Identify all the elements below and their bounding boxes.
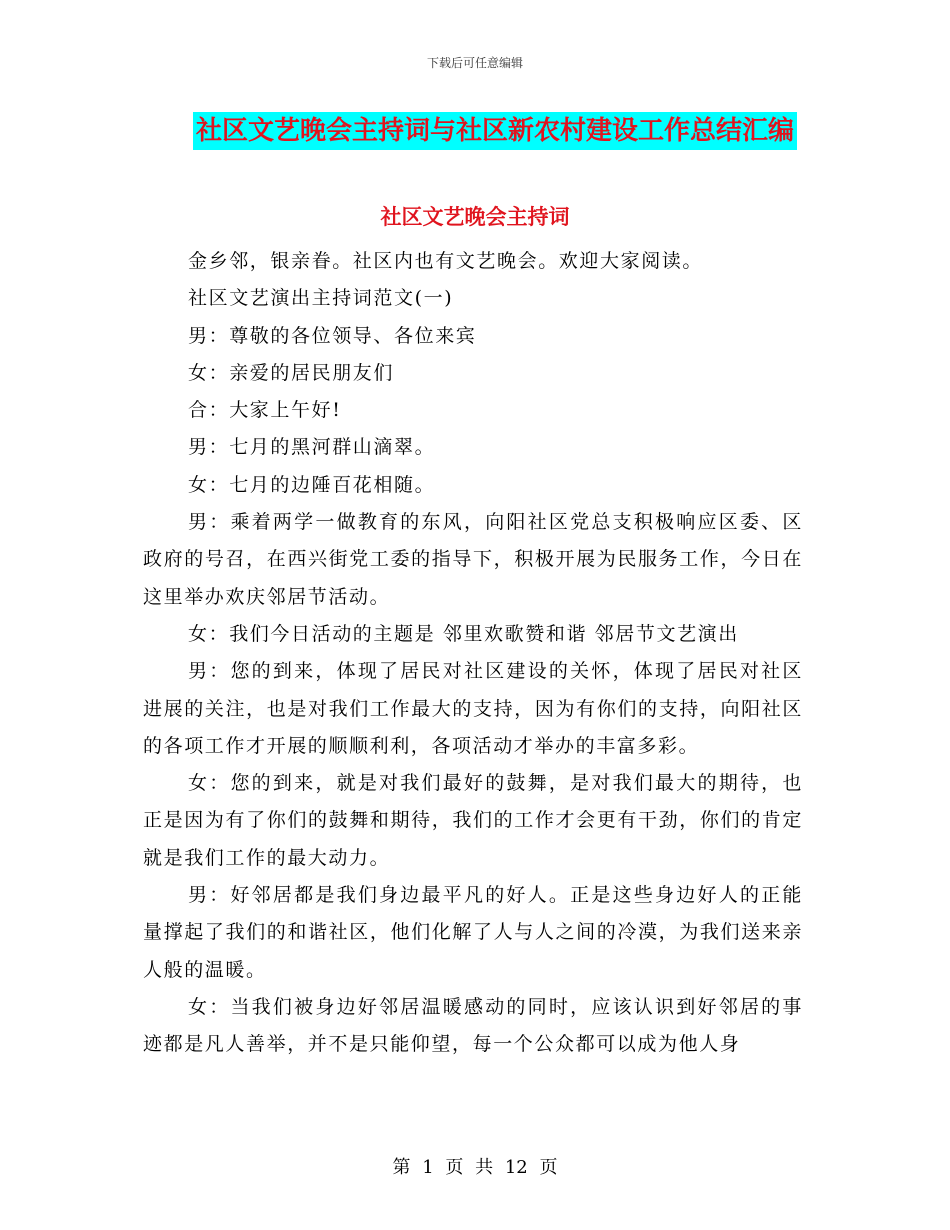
page-footer: 第 1 页 共 12 页	[392, 1157, 558, 1178]
paragraph: 合：大家上午好!	[188, 399, 342, 422]
paragraph: 女：您的到来，就是对我们最好的鼓舞，是对我们最大的期待，也正是因为有了你们的鼓舞和期待，我们的工作才会更有干劲，你们的肯定就是我们工作的最大动力。	[143, 772, 803, 869]
page-header: 下载后可任意编辑	[426, 56, 523, 70]
paragraph: 女：当我们被身边好邻居温暖感动的同时，应该认识到好邻居的事迹都是凡人善举，并不是只能仰望，每一个公众都可以成为他人身	[143, 995, 803, 1056]
paragraph: 女：亲爱的居民朋友们	[188, 361, 395, 384]
paragraph: 社区文艺演出主持词范文(一)	[188, 287, 454, 310]
paragraph: 金乡邻，银亲眷。社区内也有文艺晚会。欢迎大家阅读。	[188, 250, 704, 272]
paragraph: 男：乘着两学一做教育的东风，向阳社区党总支积极响应区委、区政府的号召，在西兴街党工委的指导下，积极开展为民服务工作，今日在这里举办欢庆邻居节活动。	[143, 511, 803, 608]
paragraph: 男：好邻居都是我们身边最平凡的好人。正是这些身边好人的正能量撑起了我们的和谐社区，他们化解了人与人之间的冷漠，为我们送来亲人般的温暖。	[143, 884, 803, 981]
document-title: 社区文艺晚会主持词与社区新农村建设工作总结汇编	[193, 112, 797, 150]
paragraph: 男：您的到来，体现了居民对社区建设的关怀，体现了居民对社区进展的关注，也是对我们工作最大的支持，因为有你们的支持，向阳社区的各项工作才开展的顺顺利利，各项活动才举办的丰富多彩。	[143, 660, 803, 757]
document-body	[143, 243, 803, 1064]
paragraph: 男：尊敬的各位领导、各位来宾	[188, 324, 477, 347]
section-title: 社区文艺晚会主持词	[380, 204, 570, 229]
paragraph: 男：七月的黑河群山滴翠。	[188, 436, 436, 459]
paragraph: 女：七月的边陲百花相随。	[188, 473, 436, 496]
paragraph: 女：我们今日活动的主题是 邻里欢歌赞和谐 邻居节文艺演出	[188, 622, 739, 645]
document-title-container	[0, 112, 950, 150]
